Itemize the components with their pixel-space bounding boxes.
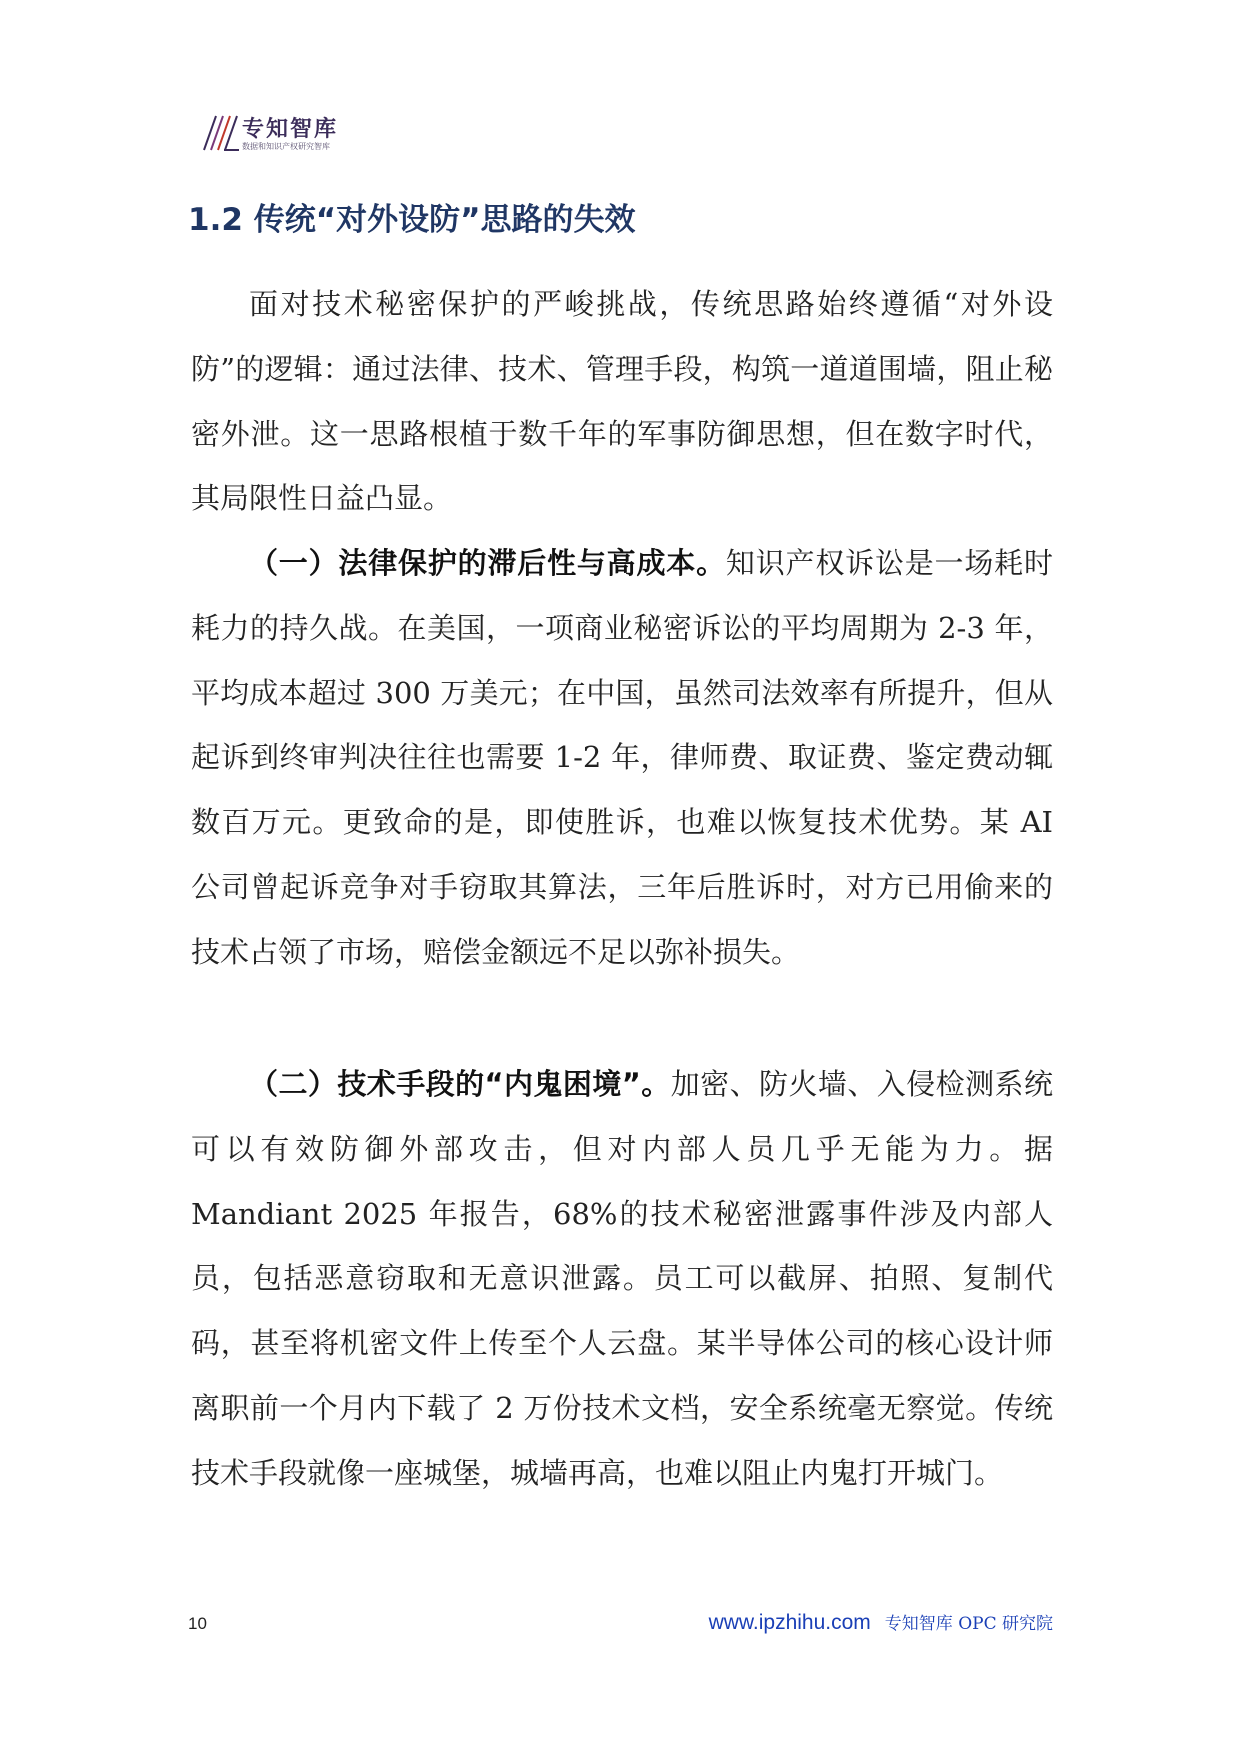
paragraph-legal: [191, 531, 1053, 985]
section-heading: 1.2 传统“对外设防”思路的失效: [188, 202, 636, 238]
zhizhi-logo-icon: [200, 112, 240, 152]
website-link[interactable]: www.ipzhihu.com: [708, 1611, 871, 1634]
brand-tagline: 数据和知识产权研究智库: [242, 142, 330, 151]
paragraph-technical-body: 加密、防火墙、入侵检测系统可以有效防御外部攻击，但对内部人员几乎无能为力。据 Mandiant 2025 年报告，68%的技术秘密泄露事件涉及内部人员，包括恶意窃取和无意识泄露。员工可以截屏、拍照、复制代码，甚至将机密文件上传至个人云盘。某半导体公司的核心设计师离职前一个月内下载了 2 万份技术文档，安全系统毫无察觉。传统技术手段就像一座城堡，城墙再高，也难以阻止内鬼打开城门。: [191, 1067, 1053, 1490]
brand-logo: [200, 112, 360, 156]
paragraph-technical: [191, 1052, 1053, 1506]
paragraph-legal-body: 知识产权诉讼是一场耗时耗力的持久战。在美国，一项商业秘密诉讼的平均周期为 2-3 年，平均成本超过 300 万美元；在中国，虽然司法效率有所提升，但从起诉到终审判决往往也需要 1-2 年，律师费、取证费、鉴定费动辄数百万元。更致命的是，即使胜诉，也难以恢复技术优势。某 AI 公司曾起诉竞争对手窃取其算法，三年后胜诉时，对方已用偷来的技术占领了市场，赔偿金额远不足以弥补损失。: [191, 546, 1053, 969]
paragraph-legal-lead: （一）法律保护的滞后性与高成本。: [249, 546, 726, 580]
page-number: 10: [188, 1614, 207, 1633]
paragraph-intro: 面对技术秘密保护的严峻挑战，传统思路始终遵循“对外设防”的逻辑：通过法律、技术、管理手段，构筑一道道围墙，阻止秘密外泄。这一思路根植于数千年的军事防御思想，但在数字时代，其局限性日益凸显。: [191, 287, 1053, 516]
page-footer: [709, 1609, 1053, 1635]
brand-name: 专知智库: [242, 117, 339, 142]
footer-organization: 专知智库 OPC 研究院: [884, 1614, 1053, 1634]
paragraph-technical-lead: （二）技术手段的“内鬼困境”。: [249, 1067, 671, 1101]
